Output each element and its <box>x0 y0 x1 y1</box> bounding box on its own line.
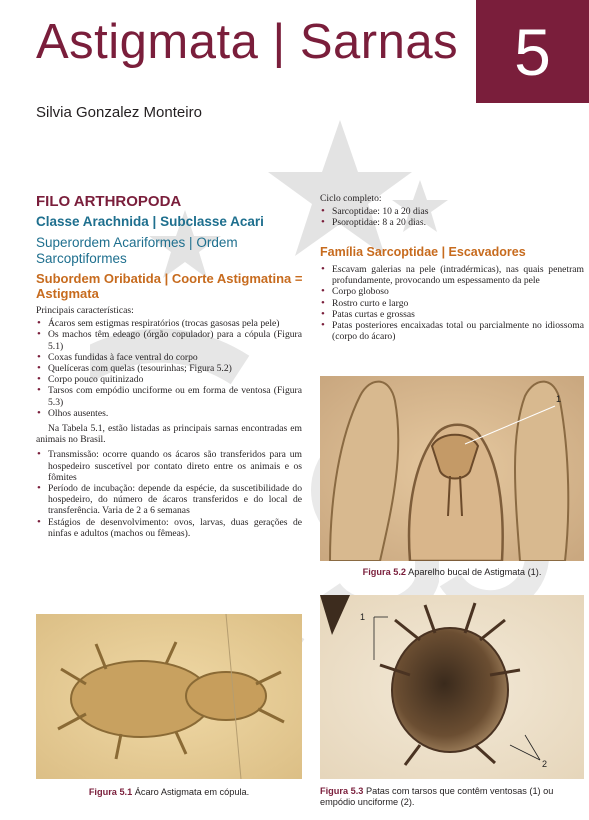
figure-5-1-photo <box>36 614 302 779</box>
phylum-heading: FILO ARTHROPODA <box>36 193 182 210</box>
chapter-number: 5 <box>514 15 551 89</box>
figure-5-3-marker-1: 1 <box>360 612 366 622</box>
suborder-line-1: Subordem Oribatida | Coorte Astigmatina = <box>36 271 303 286</box>
chapter-number-box <box>476 0 589 103</box>
list-item: • Olhos ausentes. <box>36 408 302 419</box>
list-item: • Coxas fundidas à face ventral do corpo <box>36 352 302 363</box>
figure-5-2-caption <box>320 567 584 578</box>
superorder-line-1: Superordem Acariformes | Ordem <box>36 235 238 250</box>
list-item: • Escavam galerias na pele (intradérmicas), nas quais penetram profundamente, provocando um espessamento da pele <box>320 264 584 286</box>
list-item: • Quelíceras com quelas (tesourinhas; Figura 5.2) <box>36 363 302 374</box>
list-item: • Psoroptidae: 8 a 20 dias. <box>320 217 584 228</box>
list-item: • Patas curtas e grossas <box>320 309 584 320</box>
list-item: • Estágios de desenvolvimento: ovos, larvas, duas gerações de ninfas e adultos (machos ou fêmeas). <box>36 517 302 539</box>
list-item: • Sarcoptidae: 10 a 20 dias <box>320 206 584 217</box>
superorder-heading <box>36 235 306 267</box>
cycle-list <box>320 206 584 228</box>
cycle-heading: Ciclo completo: <box>320 193 382 204</box>
figure-5-1-caption <box>36 787 302 798</box>
family-body <box>320 264 584 342</box>
class-heading: Classe Arachnida | Subclasse Acari <box>36 214 264 229</box>
superorder-line-2: Sarcoptiformes <box>36 251 127 266</box>
characteristics-list <box>36 318 302 419</box>
author-name: Silvia Gonzalez Monteiro <box>36 104 202 121</box>
family-list <box>320 264 584 342</box>
transmission-list <box>36 449 302 539</box>
family-heading: Família Sarcoptidae | Escavadores <box>320 245 526 259</box>
figure-5-3-text: Patas com tarsos que contêm ventosas (1) ou empódio unciforme (2). <box>320 786 554 807</box>
list-item: • Tarsos com empódio unciforme ou em forma de ventosa (Figura 5.3) <box>36 385 302 407</box>
list-item: • Ácaros sem estigmas respiratórios (trocas gasosas pela pele) <box>36 318 302 329</box>
characteristics-intro: Principais características: <box>36 305 134 316</box>
figure-5-2-label: Figura 5.2 <box>362 567 407 577</box>
suborder-heading <box>36 271 311 301</box>
list-item: • Rostro curto e largo <box>320 298 584 309</box>
table-reference-paragraph: Na Tabela 5.1, estão listadas as principais sarnas encontradas em animais no Brasil. <box>36 423 302 446</box>
list-item: • Patas posteriores encaixadas total ou parcialmente no idiossoma (corpo do ácaro) <box>320 320 584 342</box>
list-item: • Corpo globoso <box>320 286 584 297</box>
suborder-line-2: Astigmata <box>36 286 99 301</box>
list-item: • Corpo pouco quitinizado <box>36 374 302 385</box>
figure-5-3-label: Figura 5.3 <box>320 786 364 796</box>
chapter-title: Astigmata | Sarnas <box>36 15 459 69</box>
right-body <box>320 193 584 229</box>
figure-5-3-photo <box>320 595 584 779</box>
list-item: • Os machos têm edeago (órgão copulador) para a cópula (Figura 5.1) <box>36 329 302 351</box>
figure-5-2-text: Aparelho bucal de Astigmata (1). <box>408 567 542 577</box>
left-body <box>36 305 302 539</box>
figure-5-3-caption <box>320 786 584 808</box>
figure-5-1-label: Figura 5.1 <box>88 787 133 797</box>
figure-5-1-text: Ácaro Astigmata em cópula. <box>134 787 250 797</box>
list-item: • Período de incubação: depende da espécie, da suscetibilidade do hospedeiro, do número de ácaros transferidos e do local de transferência. Varia de 2 a 6 semanas <box>36 483 302 517</box>
figure-5-3-marker-2: 2 <box>542 759 548 769</box>
figure-5-2-photo <box>320 376 584 561</box>
figure-5-2-marker-1: 1 <box>556 394 562 404</box>
list-item: • Transmissão: ocorre quando os ácaros são transferidos para um hospedeiro suscetível por contato direto entre os animais e os fômites <box>36 449 302 483</box>
